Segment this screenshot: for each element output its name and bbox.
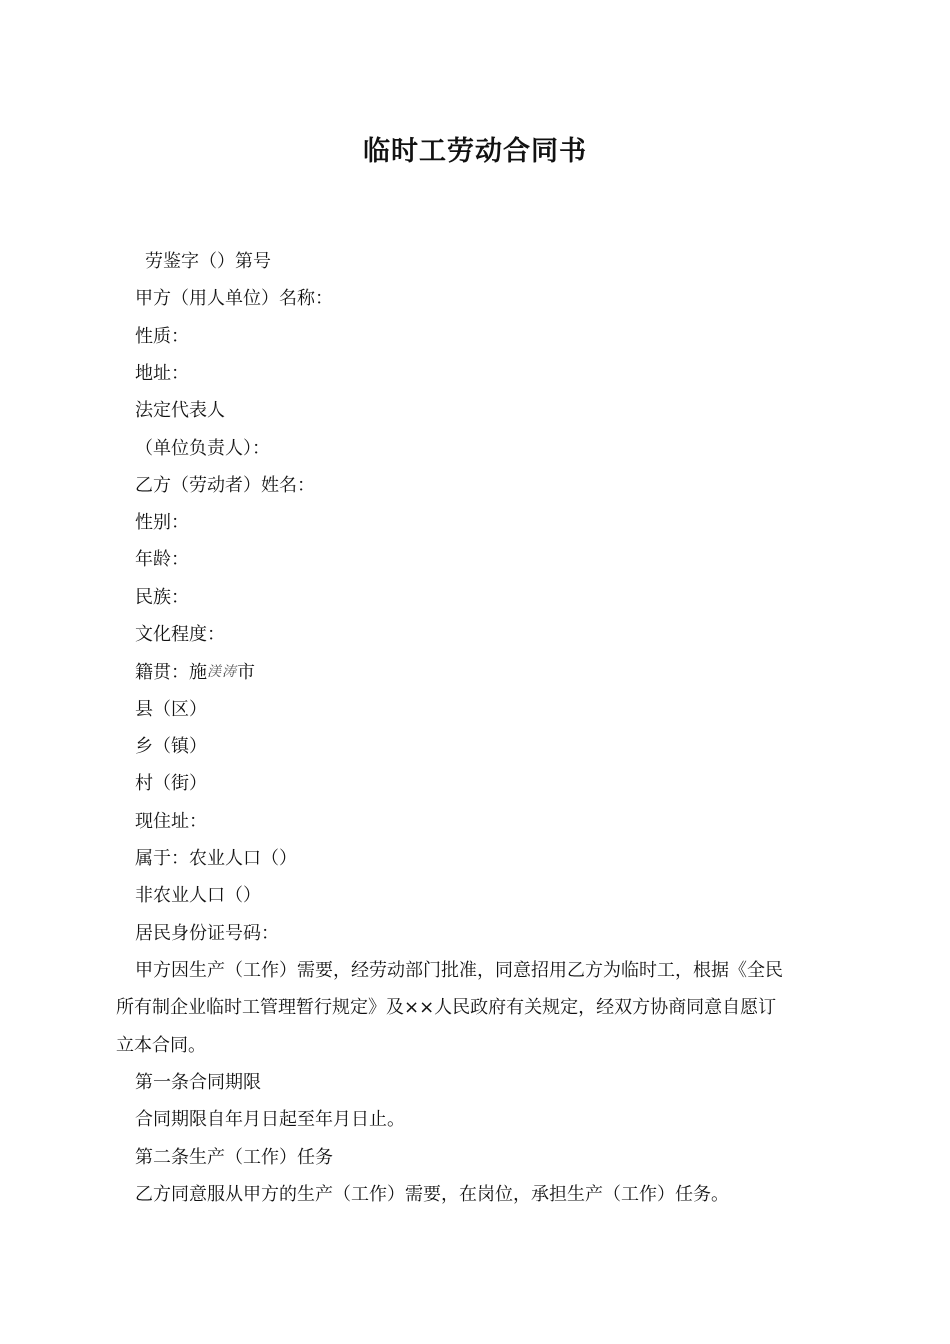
- origin-suffix: 市: [237, 662, 255, 683]
- document-title: 临时工劳动合同书: [363, 136, 587, 167]
- handwritten-mark: 渼涛: [207, 664, 237, 680]
- article-2-heading: 第二条生产（工作）任务: [135, 1147, 333, 1168]
- party-b-name-label: 乙方（劳动者）姓名：: [135, 475, 315, 496]
- party-b-household-agri-label: 属于：农业人口（）: [135, 848, 297, 869]
- article-1-body: 合同期限自年月日起至年月日止。: [135, 1109, 405, 1130]
- party-a-rep-label-1: 法定代表人: [135, 400, 225, 421]
- origin-prefix: 籍贯：施: [135, 662, 207, 683]
- preamble-line-3: 立本合同。: [116, 1035, 206, 1056]
- preamble-line-2: 所有制企业临时工管理暂行规定》及××人民政府有关规定，经双方协商同意自愿订: [116, 997, 777, 1018]
- party-b-current-address-label: 现住址：: [135, 811, 207, 832]
- party-a-address-label: 地址：: [135, 363, 189, 384]
- party-a-nature-label: 性质：: [135, 326, 189, 347]
- ref-number: 劳鉴字（）第号: [145, 251, 271, 272]
- party-b-county-label: 县（区）: [135, 699, 207, 720]
- article-1-heading: 第一条合同期限: [135, 1072, 261, 1093]
- party-b-village-label: 村（街）: [135, 773, 207, 794]
- party-b-origin-line: [135, 659, 255, 686]
- party-a-name-label: 甲方（用人单位）名称：: [135, 288, 333, 309]
- party-b-township-label: 乡（镇）: [135, 736, 207, 757]
- party-b-education-label: 文化程度：: [135, 624, 225, 645]
- party-b-age-label: 年龄：: [135, 549, 189, 570]
- party-b-gender-label: 性别：: [135, 512, 189, 533]
- preamble-line-1: 甲方因生产（工作）需要，经劳动部门批准，同意招用乙方为临时工，根据《全民: [135, 960, 783, 981]
- party-a-rep-label-2: （单位负责人）：: [135, 438, 270, 459]
- article-2-body: 乙方同意服从甲方的生产（工作）需要，在岗位，承担生产（工作）任务。: [135, 1184, 729, 1205]
- party-b-ethnicity-label: 民族：: [135, 587, 189, 608]
- party-b-household-nonagri-label: 非农业人口（）: [135, 885, 261, 906]
- party-b-id-number-label: 居民身份证号码：: [135, 923, 279, 944]
